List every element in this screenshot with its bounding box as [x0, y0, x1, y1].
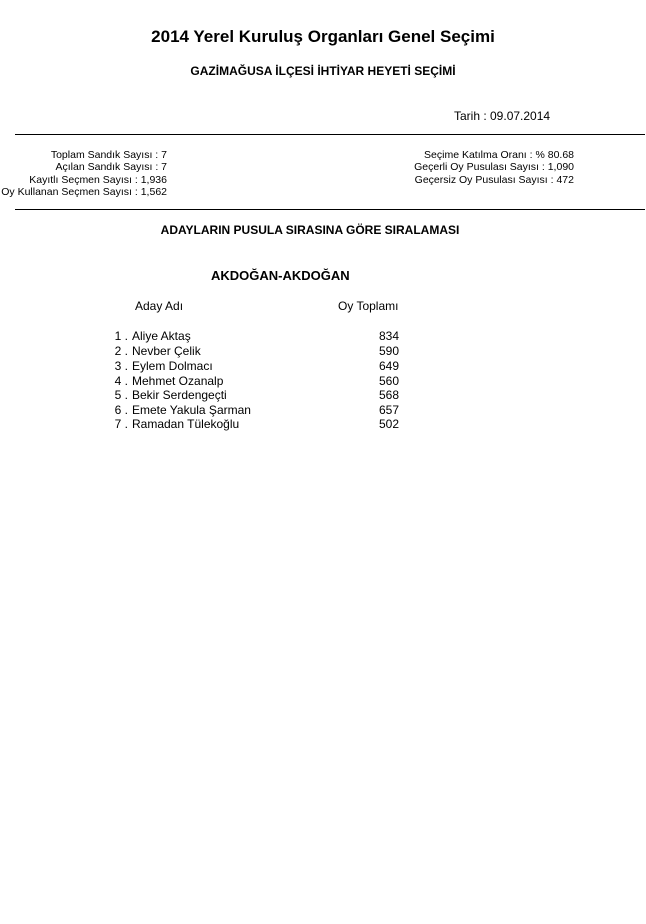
candidate-name: Bekir Serdengeçti: [132, 388, 227, 402]
candidate-number: 5 .: [114, 388, 128, 402]
group-title: AKDOĞAN-AKDOĞAN: [211, 268, 350, 283]
candidate-name: Emete Yakula Şarman: [132, 403, 251, 417]
report-date: Tarih : 09.07.2014: [454, 109, 551, 123]
candidate-name: Nevber Çelik: [132, 344, 201, 358]
candidate-number: 1 .: [114, 329, 128, 343]
candidate-votes: 649: [379, 359, 400, 373]
candidate-votes: 834: [379, 329, 400, 343]
candidate-votes: 590: [379, 344, 400, 358]
column-header-votes: Oy Toplamı: [338, 299, 399, 313]
candidate-name: Aliye Aktaş: [132, 329, 191, 343]
stat-voted-count: Oy Kullanan Seçmen Sayısı : 1,562: [1, 186, 167, 198]
divider-top: [15, 134, 645, 135]
candidate-name: Eylem Dolmacı: [132, 359, 213, 373]
candidate-number: 2 .: [114, 344, 128, 358]
page-subtitle: GAZİMAĞUSA İLÇESİ İHTİYAR HEYETİ SEÇİMİ: [190, 64, 456, 78]
candidate-number: 4 .: [114, 374, 128, 388]
stat-opened-ballot-boxes: Açılan Sandık Sayısı : 7: [55, 161, 167, 173]
candidate-number: 3 .: [114, 359, 128, 373]
stat-valid-ballots: Geçerli Oy Pusulası Sayısı : 1,090: [414, 161, 574, 173]
stat-registered-voters: Kayıtlı Seçmen Sayısı : 1,936: [29, 174, 167, 186]
divider-bottom: [15, 209, 645, 210]
stat-invalid-ballots: Geçersiz Oy Pusulası Sayısı : 472: [414, 174, 574, 186]
candidate-votes: 568: [379, 388, 400, 402]
column-header-name: Aday Adı: [135, 299, 184, 313]
page-title: 2014 Yerel Kuruluş Organları Genel Seçimi: [151, 27, 495, 46]
stat-total-ballot-boxes: Toplam Sandık Sayısı : 7: [50, 149, 167, 161]
section-title: ADAYLARIN PUSULA SIRASINA GÖRE SIRALAMASI: [160, 223, 460, 237]
candidate-name: Mehmet Ozanalp: [132, 374, 224, 388]
candidate-number: 7 .: [114, 417, 128, 431]
candidate-votes: 560: [379, 374, 400, 388]
candidate-votes: 657: [379, 403, 400, 417]
candidate-name: Ramadan Tülekoğlu: [132, 417, 240, 431]
candidate-number: 6 .: [114, 403, 128, 417]
candidate-votes: 502: [379, 417, 400, 431]
stat-turnout-rate: Seçime Katılma Oranı : % 80.68: [424, 149, 574, 161]
